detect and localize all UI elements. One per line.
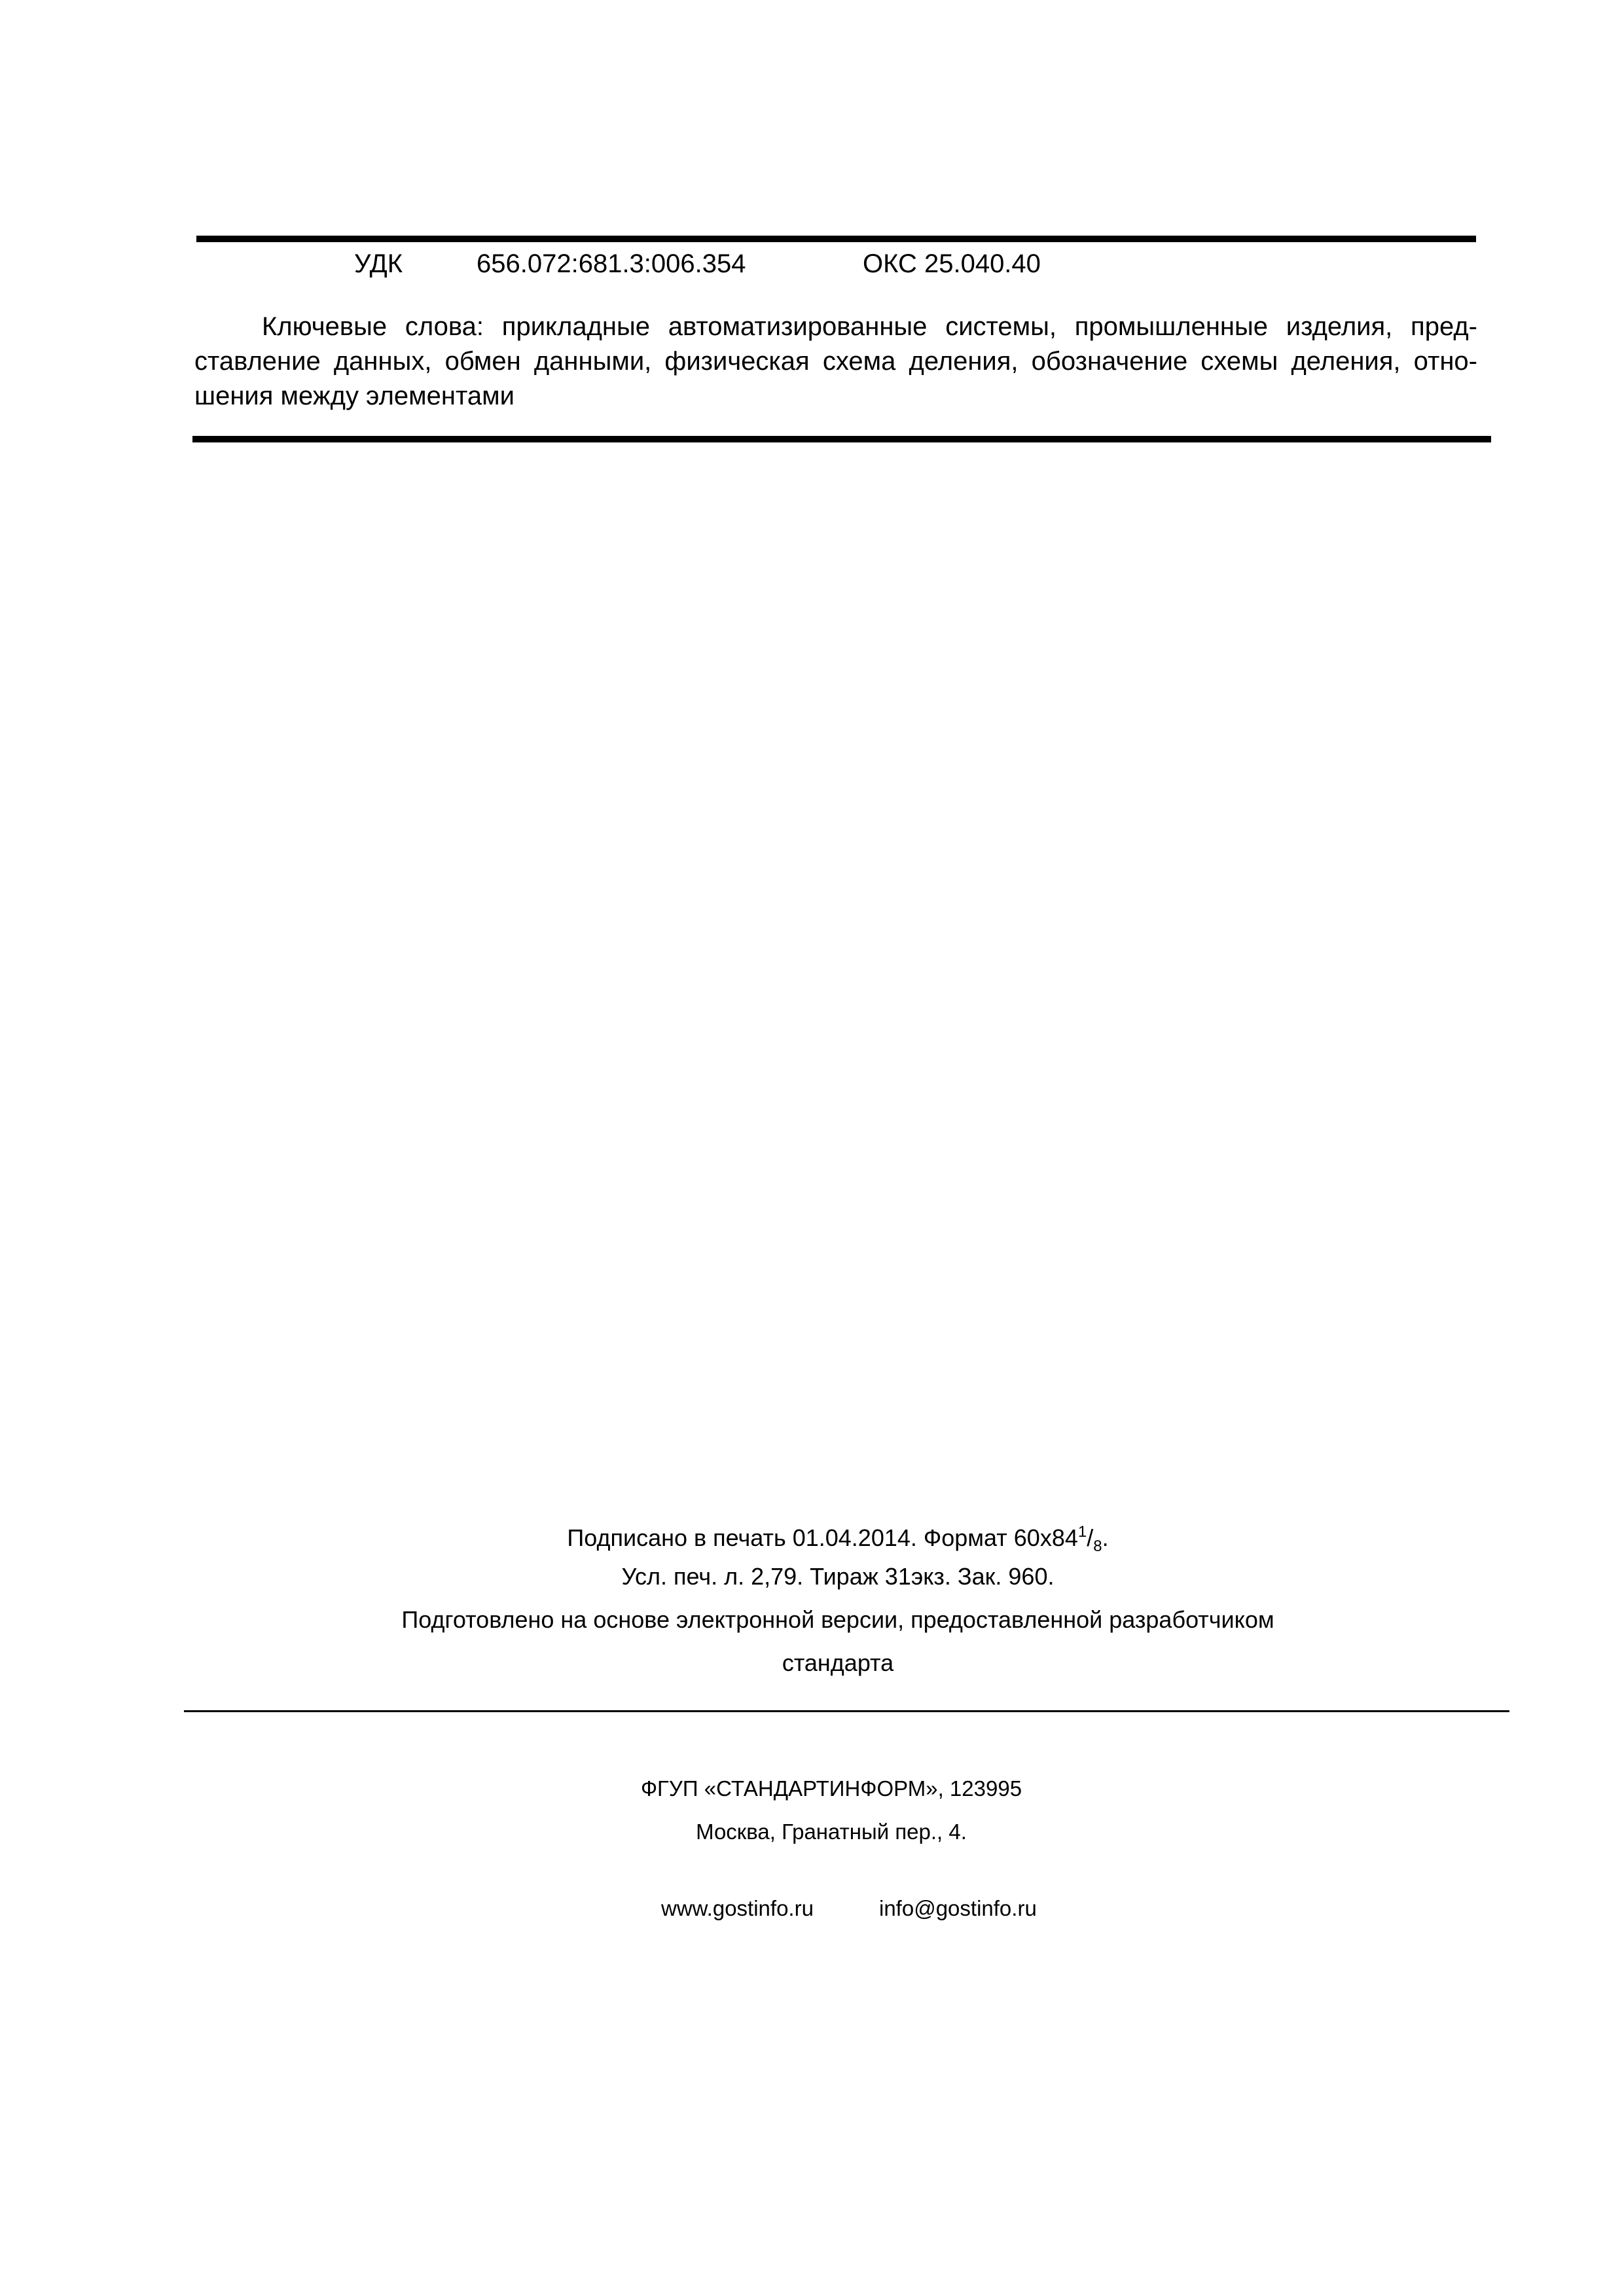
keywords-paragraph: Ключевые слова: прикладные автоматизированные системы, промышленные изделия, представление данных, обмен данными, физическая схема деления, обозначение схемы деления, отношения между элементами: [194, 312, 1477, 410]
imprint-prepared-line: Подготовлено на основе электронной версии, предоставленной разработчиком: [401, 1606, 1274, 1633]
top-divider: [196, 236, 1476, 242]
imprint-standard-line: стандарта: [782, 1649, 894, 1676]
format-period: .: [1102, 1524, 1109, 1551]
udk-label: УДК: [354, 249, 403, 278]
oks-code: ОКС 25.040.40: [863, 249, 1041, 278]
format-fraction-numerator: 1: [1077, 1523, 1087, 1541]
keywords-divider: [192, 436, 1491, 442]
imprint-divider: [184, 1710, 1509, 1712]
classification-row: [0, 247, 1624, 280]
email-link[interactable]: info@gostinfo.ru: [879, 1896, 1037, 1920]
udk-code: 656.072:681.3:006.354: [477, 249, 746, 278]
imprint-print-run-line: Усл. печ. л. 2,79. Тираж 31экз. Зак. 960.: [621, 1563, 1055, 1590]
publisher-name: ФГУП «СТАНДАРТИНФОРМ», 123995: [640, 1776, 1022, 1801]
publisher-address: Москва, Гранатный пер., 4.: [696, 1820, 967, 1844]
imprint-signed-line: [196, 1516, 1479, 1555]
imprint-signed-text: Подписано в печать 01.04.2014. Формат 60х84: [567, 1524, 1078, 1551]
format-fraction-denominator: 8: [1093, 1537, 1102, 1555]
format-fraction-slash: /: [1087, 1524, 1094, 1551]
website-link[interactable]: www.gostinfo.ru: [661, 1896, 814, 1920]
